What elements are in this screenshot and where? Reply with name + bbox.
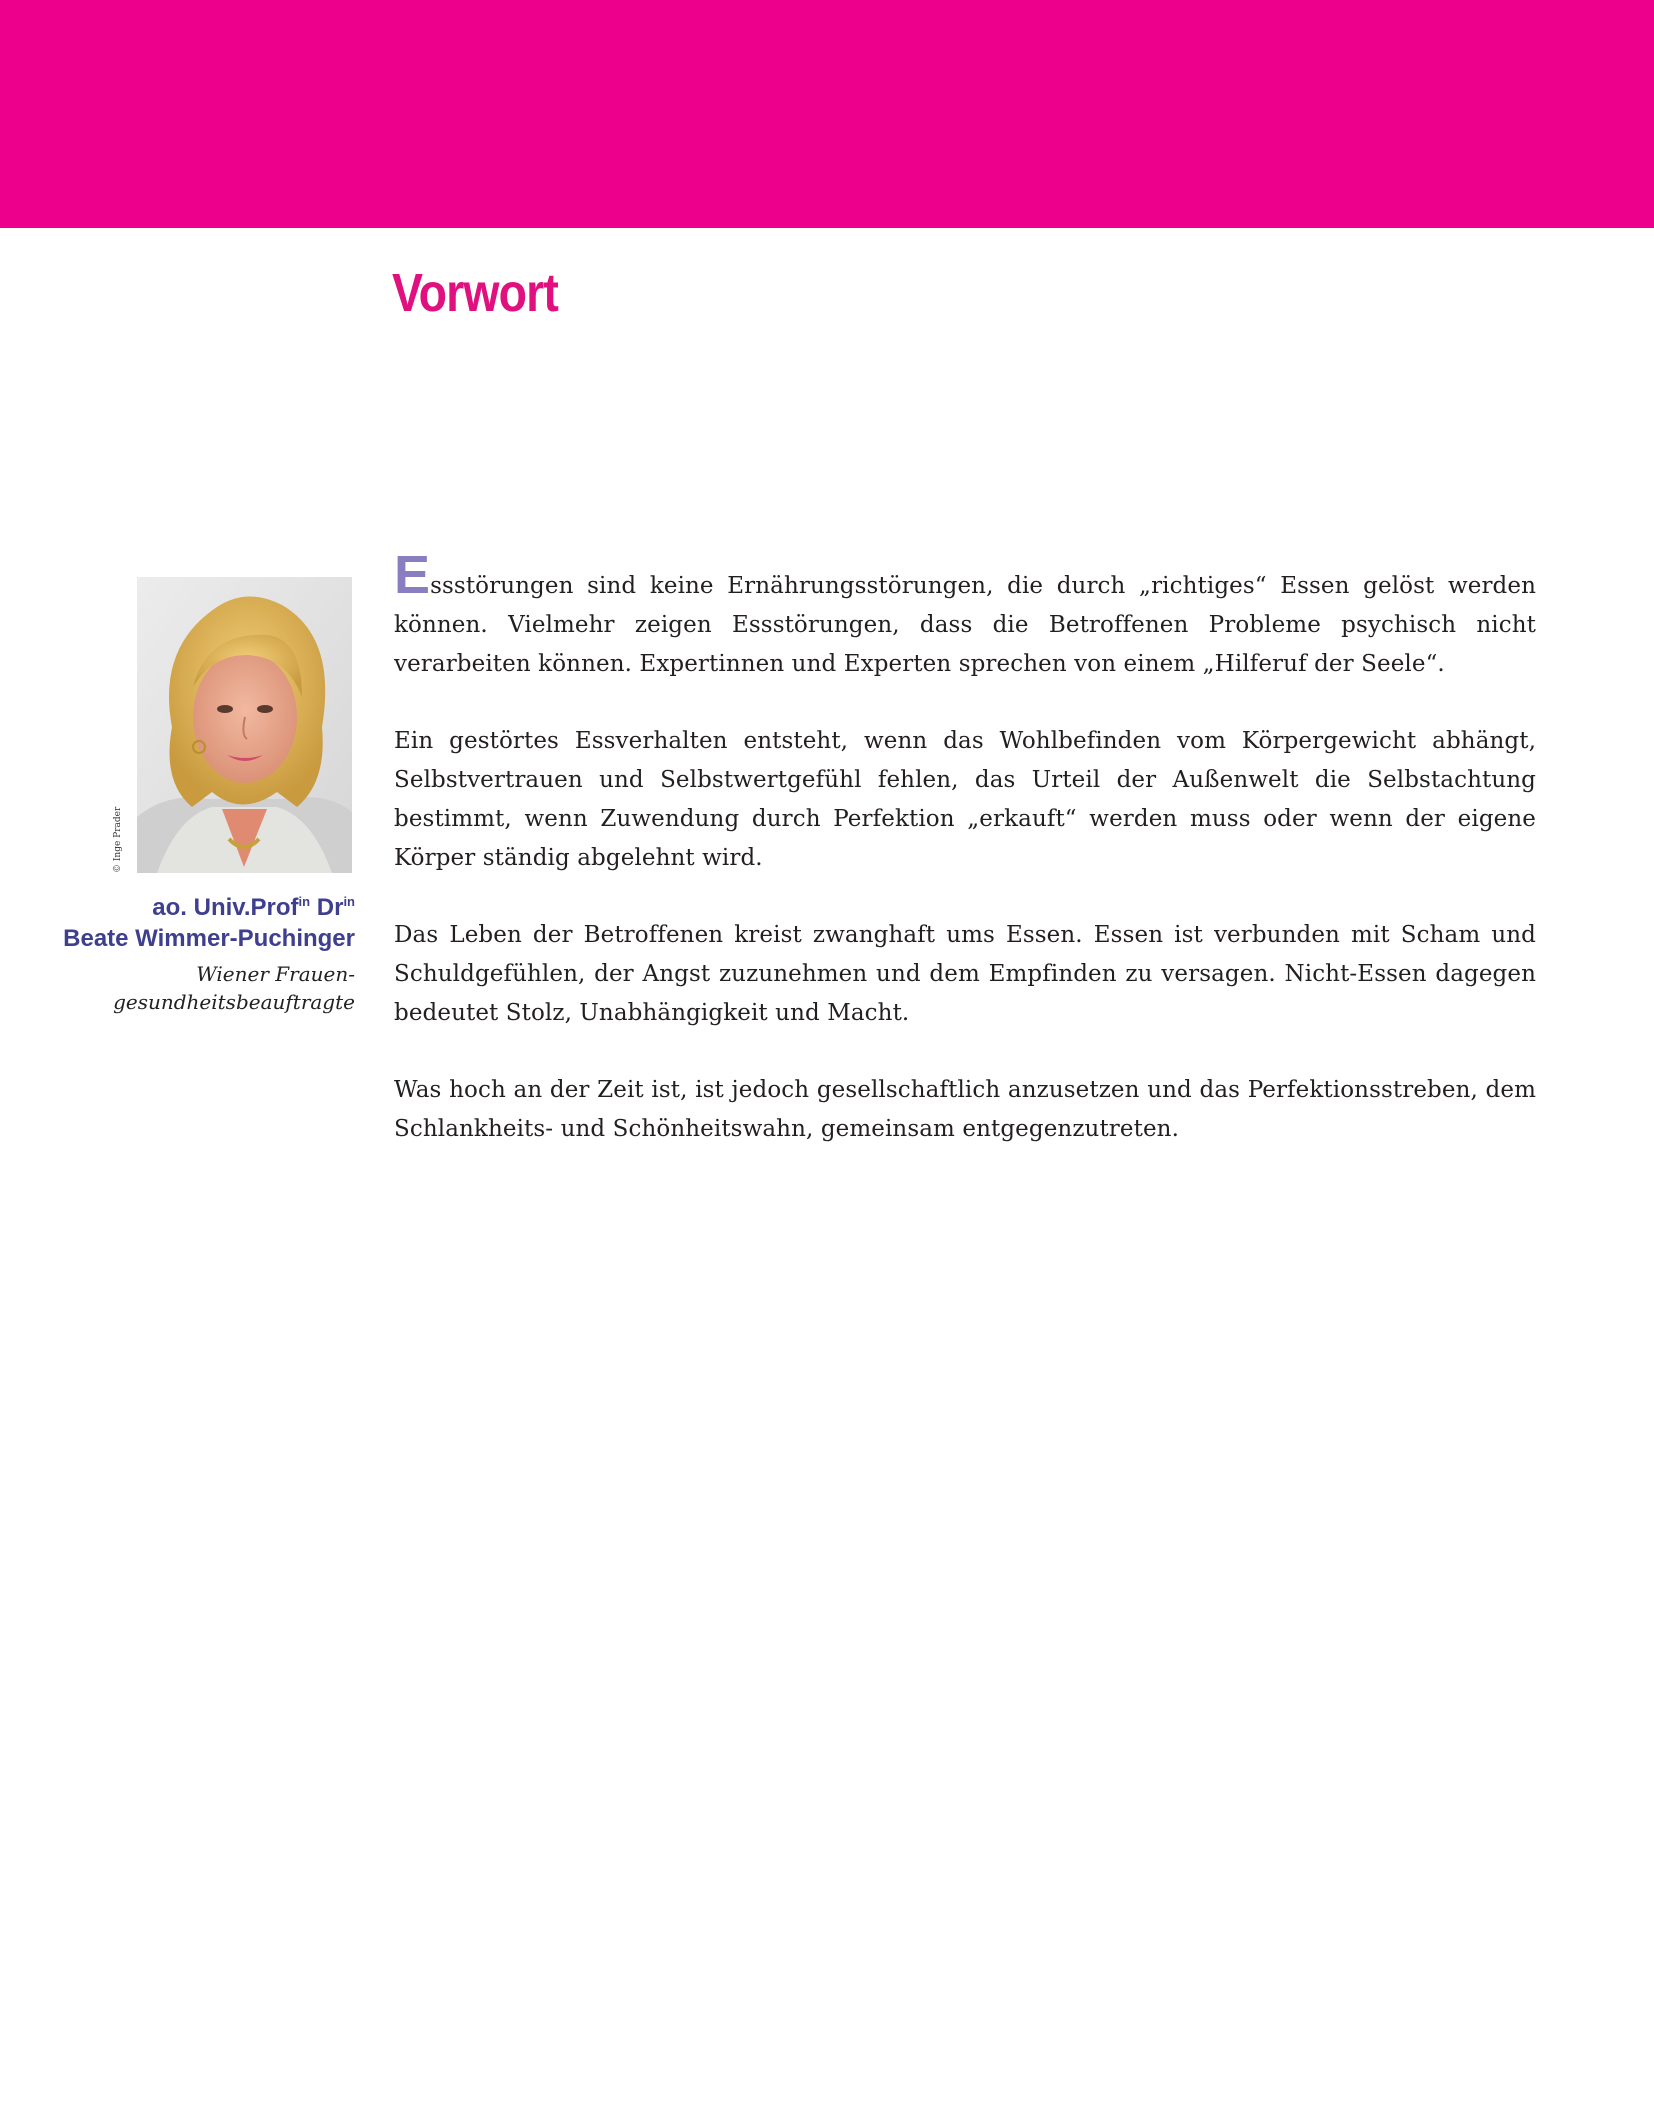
- drop-cap: E: [394, 545, 431, 605]
- author-title: ao. Univ.Prof$^{in}$ $Dr^{in}$: [152, 894, 355, 921]
- page-title: Vorwort: [392, 263, 558, 323]
- photo-credit: © Inge Prader: [113, 806, 123, 873]
- paragraph-1: Essstörungen sind keine Ernährungsstörungen, die durch „richtiges“ Essen gelöst werden können. Vielmehr zeigen Essstörungen, dass die Betroffenen Probleme psychisch nicht verarbeiten können. Expertinnen und Experten sprechen von einem „Hilferuf der Seele“.: [394, 545, 1536, 677]
- paragraph-2: Ein gestörtes Essverhalten entsteht, wenn das Wohlbefinden vom Körpergewicht abhängt, Selbstvertrauen und Selbstwertgefühl fehlen, das Urteil der Außenwelt die Selbstachtung bestimmt, wenn Zuwendung durch Perfektion „erkauft“ werden muss oder wenn der eigene Körper ständig abgelehnt wird.: [394, 728, 1536, 871]
- paragraph-4: Was hoch an der Zeit ist, ist jedoch gesellschaftlich anzusetzen und das Perfektionsstreben, dem Schlankheits- und Schönheitswahn, gemeinsam entgegenzutreten.: [394, 1077, 1536, 1142]
- author-portrait-photo: [137, 577, 352, 873]
- author-block: [60, 892, 355, 1016]
- author-role-line-1: Wiener Frauen-: [196, 962, 355, 986]
- foreword-text: [394, 545, 1536, 1187]
- author-name: Beate Wimmer-Puchinger: [63, 925, 355, 952]
- top-color-band: [0, 0, 1654, 228]
- paragraph-3: Das Leben der Betroffenen kreist zwanghaft ums Essen. Essen ist verbunden mit Scham und Schuldgefühlen, der Angst zuzunehmen und dem Empfinden zu versagen. Nicht-Essen dagegen bedeutet Stolz, Unabhängigkeit und Macht.: [394, 922, 1536, 1026]
- author-role-line-2: gesundheitsbeauftragte: [113, 990, 355, 1014]
